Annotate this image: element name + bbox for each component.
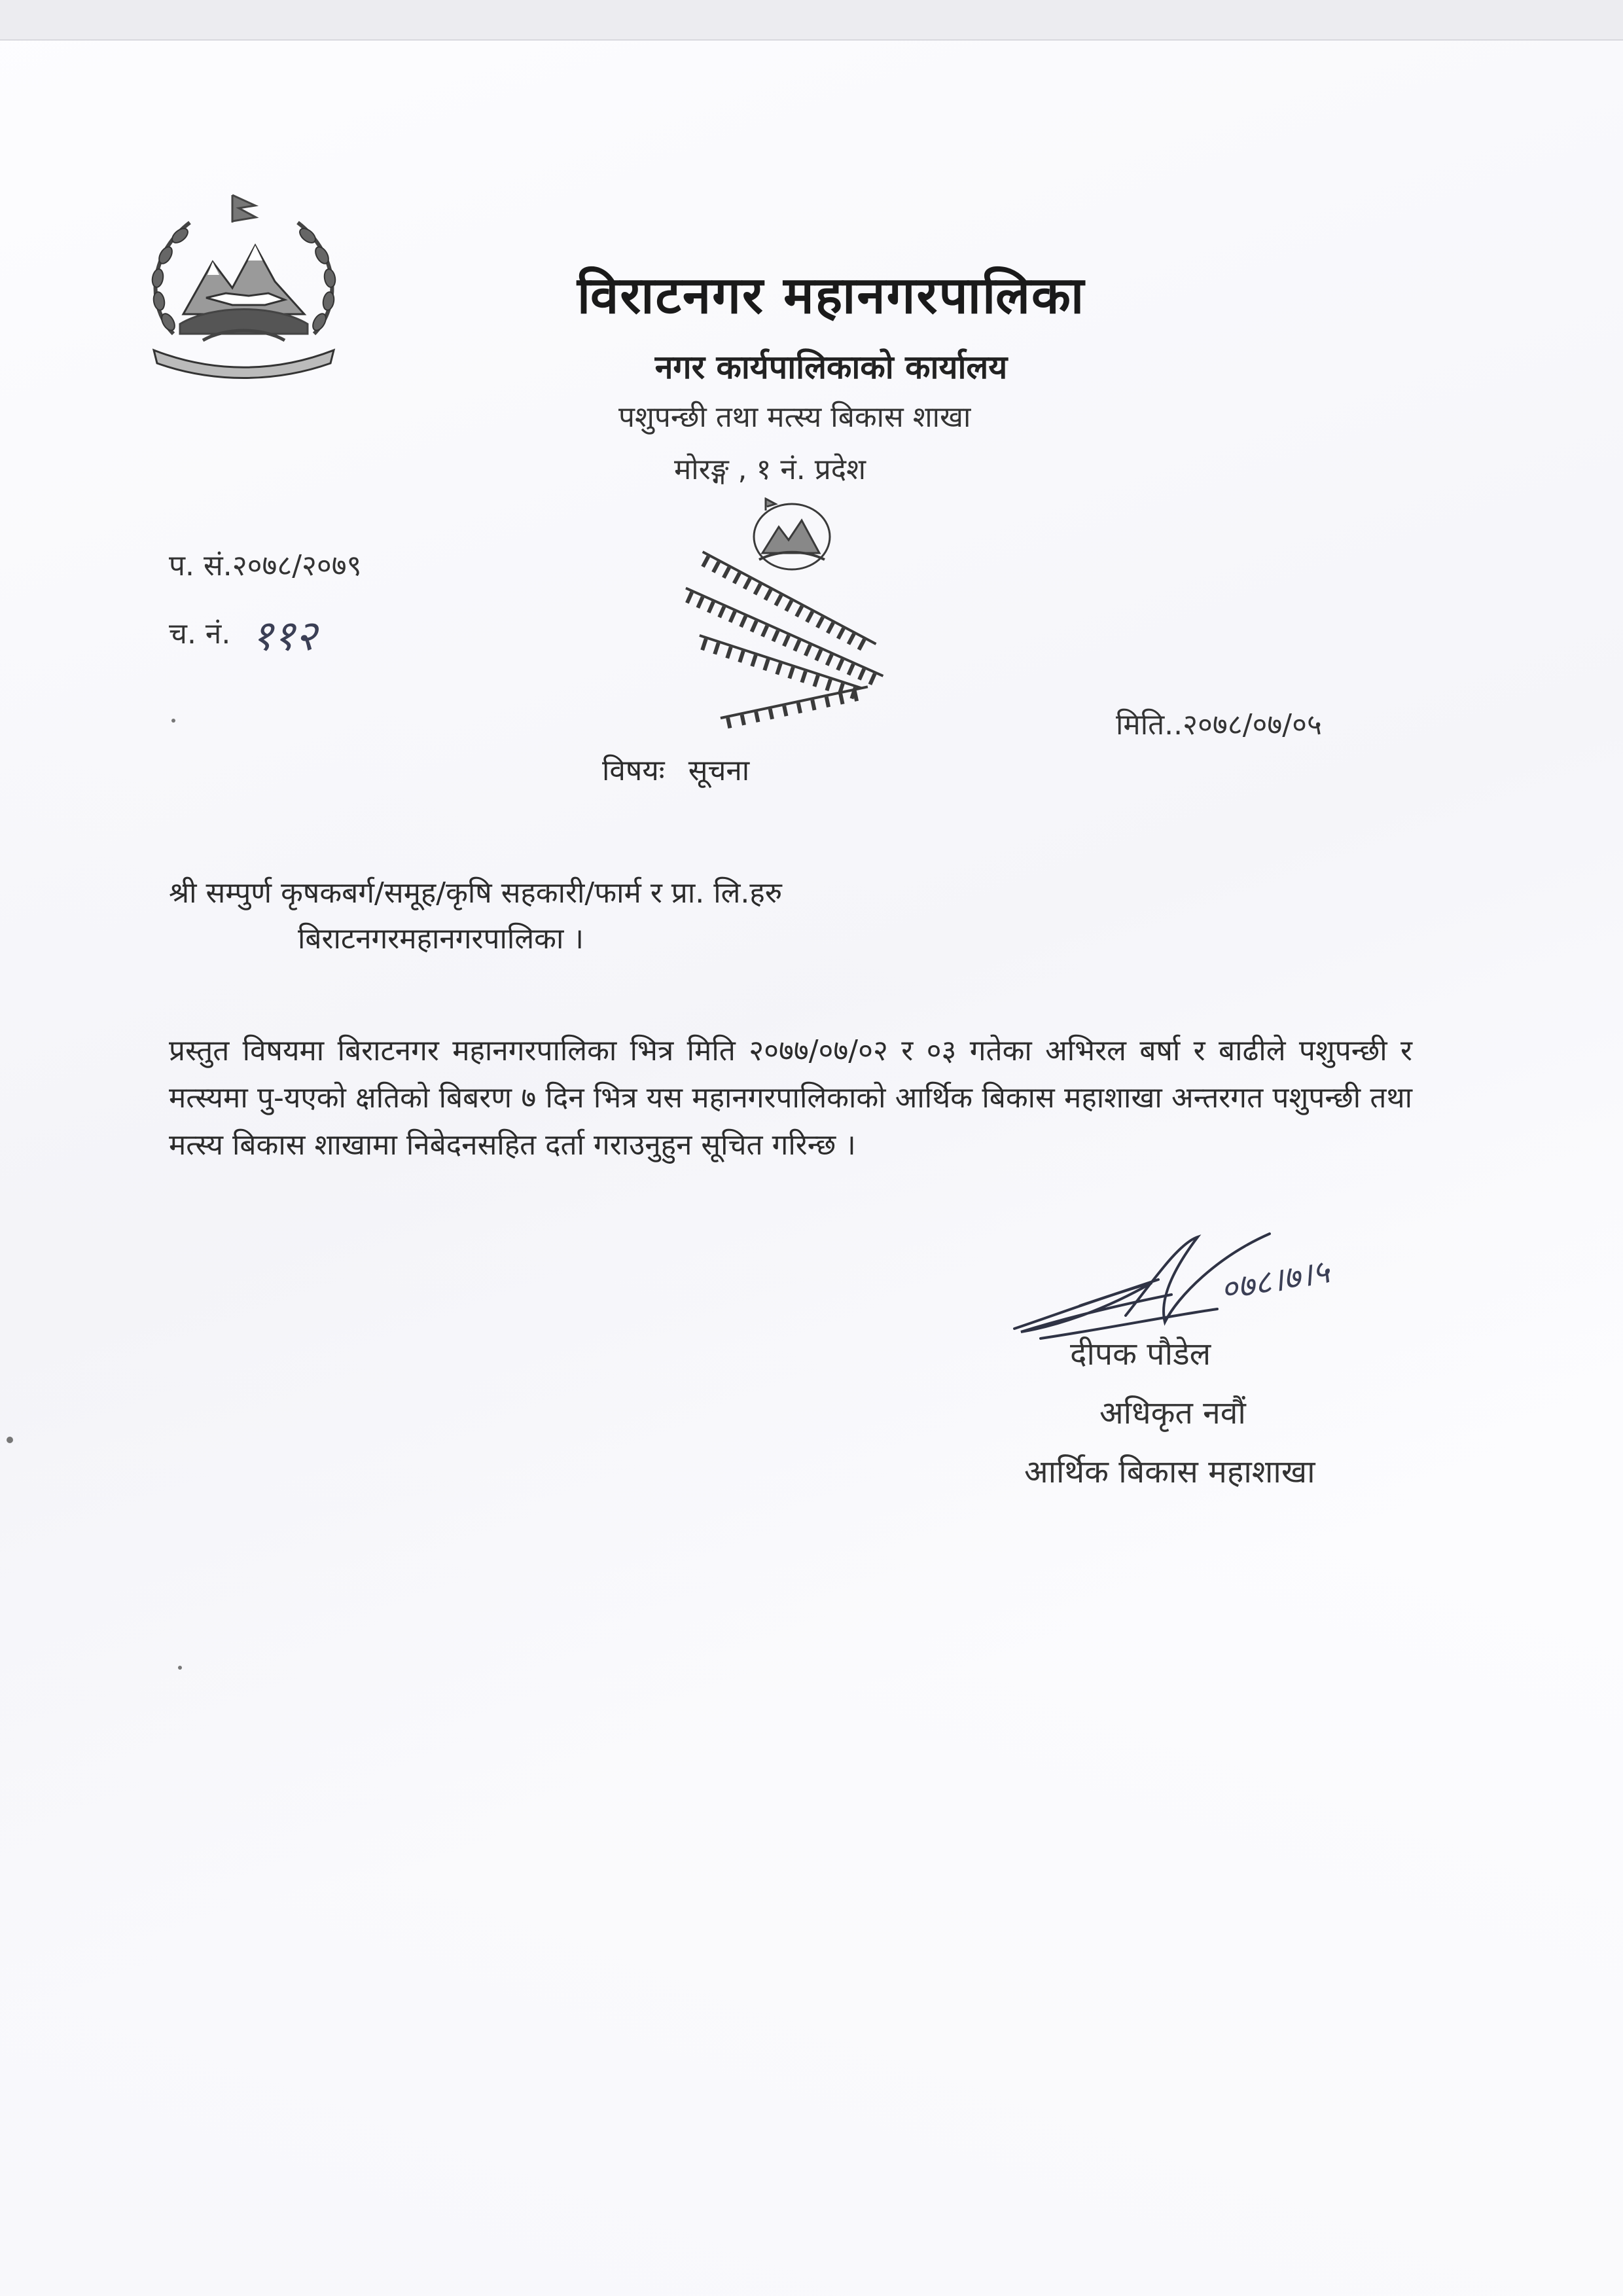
page-title: विराटनगर महानगरपालिका — [577, 266, 1086, 325]
addressee-line-2: बिराटनगरमहानगरपालिका । — [298, 922, 584, 956]
notice-body: प्रस्तुत विषयमा बिराटनगर महानगरपालिका भित्र मिति २०७७/०७/०२ र ०३ गतेका अभिरल बर्षा र बाढीले पशुपन्छी र मत्स्यमा पु-यएको क्षतिको बिबरण ७ दिन भित्र यस महानगरपालिकाको आर्थिक बिकास महाशाखा अन्तरगत पशुपन्छी तथा मत्स्य बिकास शाखामा निबेदनसहित दर्ता गराउनुहुन सूचित गरिन्छ । — [169, 1034, 1412, 1162]
letter-number-label: प. सं. — [169, 549, 232, 583]
letter-number — [169, 545, 362, 584]
date-label: मिति.. — [1116, 708, 1183, 742]
handwritten-sign-date: ०७८।७।५ — [1217, 1252, 1332, 1309]
scan-speck — [178, 1666, 182, 1670]
dispatch-number — [169, 599, 317, 660]
office-seal-stamp — [648, 497, 923, 740]
subject-label: विषयः — [602, 754, 665, 787]
addressee-line-1: श्री सम्पुर्ण कृषकबर्ग/समूह/कृषि सहकारी/फार्म र प्रा. लि.हरु — [169, 876, 783, 910]
dispatch-number-handwritten: ११२ — [251, 612, 317, 660]
scan-speck — [171, 719, 175, 723]
subject-value: सूचना — [688, 754, 750, 787]
letter-number-value: २०७८/२०७९ — [232, 549, 362, 583]
dispatch-number-label: च. नं. — [169, 617, 231, 651]
branch-name: पशुपन्छी तथा मत्स्य बिकास शाखा — [618, 401, 971, 434]
signatory-department: आर्थिक बिकास महाशाखा — [1024, 1454, 1315, 1490]
signatory-designation: अधिकृत नवौं — [1099, 1395, 1246, 1431]
scanner-edge — [0, 0, 1623, 41]
date-value: २०७८/०७/०५ — [1183, 708, 1322, 742]
subject-line — [602, 749, 749, 789]
scan-speck — [7, 1437, 13, 1443]
office-location: मोरङ्ग , १ नं. प्रदेश — [674, 453, 866, 486]
letter-date — [1116, 704, 1322, 743]
office-name: नगर कार्यपालिकाको कार्यालय — [654, 348, 1008, 386]
signatory-name: दीपक पौडेल — [1070, 1336, 1211, 1372]
